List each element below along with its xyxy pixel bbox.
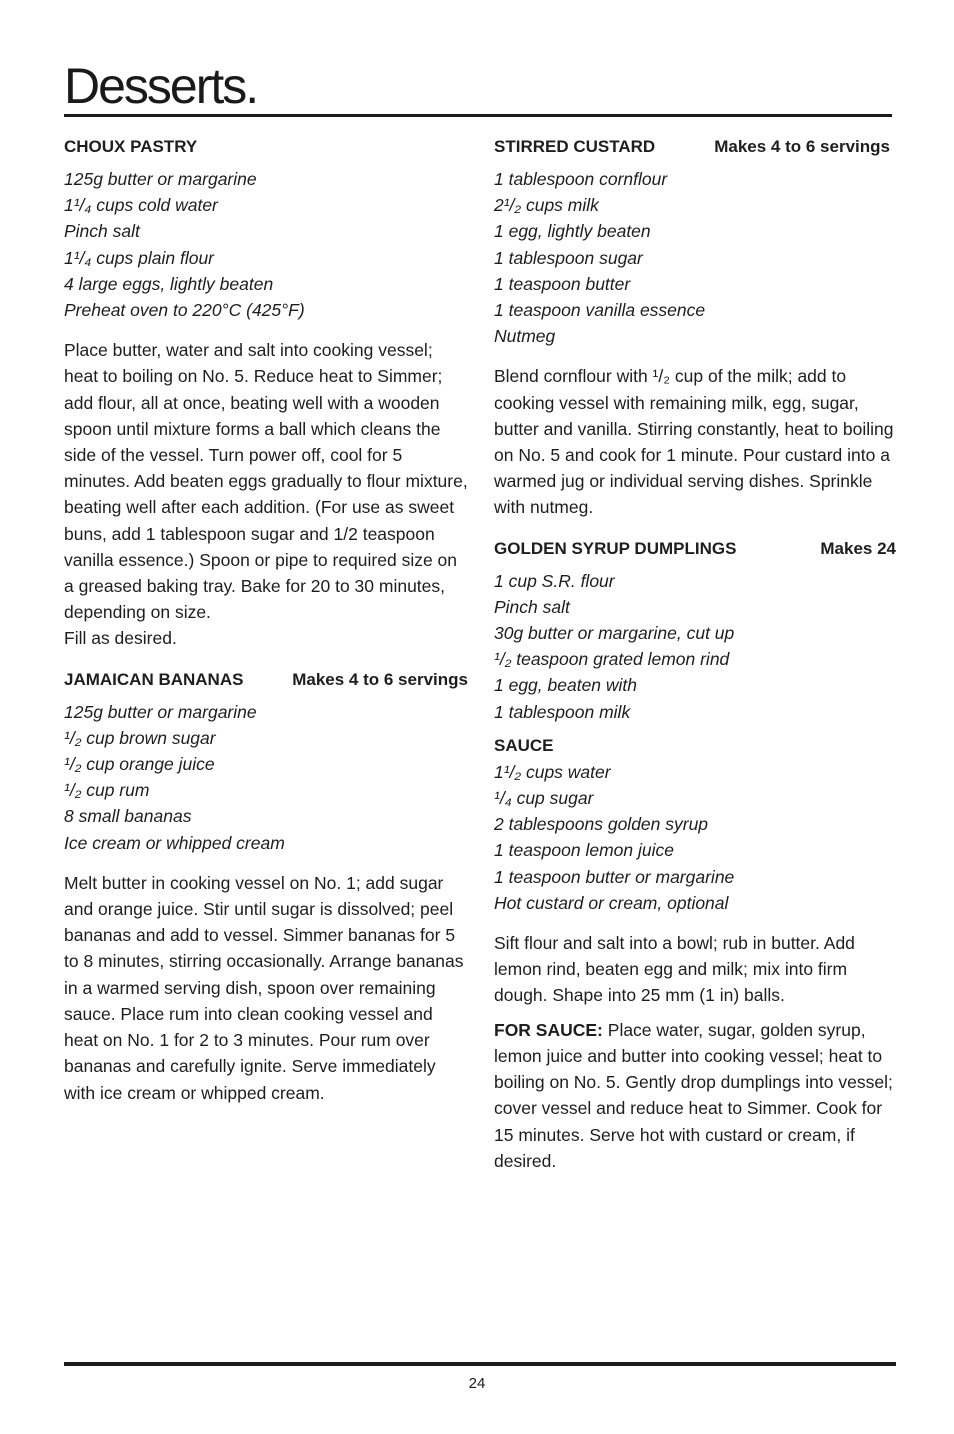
ingredient: Hot custard or cream, optional bbox=[494, 892, 729, 913]
ingredient: 1 tablespoon sugar bbox=[494, 247, 643, 268]
recipe-yield: Makes 24 bbox=[820, 538, 896, 558]
recipe-yield: Makes 4 to 6 servings bbox=[292, 669, 468, 689]
ingredient: ¹/₂ cup rum bbox=[64, 780, 150, 801]
ingredient: 1 egg, lightly beaten bbox=[494, 221, 651, 242]
ingredient: 1¹/₂ cups water bbox=[494, 761, 611, 782]
ingredient: 8 small bananas bbox=[64, 806, 192, 827]
ingredient: 30g butter or margarine, cut up bbox=[494, 623, 735, 644]
ingredient: 1 teaspoon butter or margarine bbox=[494, 866, 735, 887]
ingredient: 1 teaspoon butter bbox=[494, 273, 631, 294]
recipe-method: Sift flour and salt into a bowl; rub in butter. Add lemon rind, beaten egg and milk; mix into firm dough. Shape into 25 mm (1 in) balls. bbox=[494, 933, 855, 1006]
ingredient: ¹/₂ teaspoon grated lemon rind bbox=[494, 649, 730, 670]
ingredient: ¹/₄ cup sugar bbox=[494, 788, 594, 809]
ingredient: Pinch salt bbox=[64, 221, 140, 242]
recipe-title: JAMAICAN BANANAS bbox=[64, 669, 244, 689]
ingredient: 1 teaspoon lemon juice bbox=[494, 840, 674, 861]
method-text-end: Fill as desired. bbox=[64, 628, 177, 649]
recipe-jamaican-bananas bbox=[64, 666, 468, 1106]
ingredient: ¹/₂ cup brown sugar bbox=[64, 727, 216, 748]
recipe-heading bbox=[64, 666, 468, 694]
recipe-method bbox=[64, 337, 468, 651]
right-column bbox=[494, 133, 896, 1188]
ingredient-list bbox=[64, 166, 468, 323]
ingredient: 2 tablespoons golden syrup bbox=[494, 814, 709, 835]
recipe-title: GOLDEN SYRUP DUMPLINGS bbox=[494, 538, 737, 558]
page-title: Desserts. bbox=[64, 58, 258, 114]
ingredient: 1¹/₄ cups plain flour bbox=[64, 247, 215, 268]
ingredient: Nutmeg bbox=[494, 326, 556, 347]
sauce-method-lead: FOR SAUCE: bbox=[494, 1019, 603, 1040]
page-number: 24 bbox=[468, 1375, 486, 1392]
ingredient: 1 tablespoon cornflour bbox=[494, 169, 668, 189]
recipe-golden-syrup-dumplings bbox=[494, 535, 896, 1174]
ingredient: Pinch salt bbox=[494, 596, 570, 617]
sauce-ingredient-list bbox=[494, 759, 896, 916]
ingredient: 1¹/₄ cups cold water bbox=[64, 195, 218, 216]
ingredient: Ice cream or whipped cream bbox=[64, 832, 285, 853]
ingredient: 2¹/₂ cups milk bbox=[494, 195, 599, 216]
ingredient: 1 tablespoon milk bbox=[494, 701, 631, 722]
ingredient: Preheat oven to 220°C (425°F) bbox=[64, 300, 305, 321]
header-rule bbox=[64, 114, 892, 117]
ingredient: 125g butter or margarine bbox=[64, 169, 257, 189]
ingredient-list bbox=[494, 166, 896, 349]
sauce-method-text: Place water, sugar, golden syrup, lemon juice and butter into cooking vessel; heat to boiling on No. 5. Gently drop dumplings into vessel; cover vessel and reduce heat to Simmer. Cook for 15 minutes. Serve hot with custard or cream, if desired. bbox=[494, 1019, 893, 1171]
ingredient: 1 cup S.R. flour bbox=[494, 570, 615, 591]
ingredient: ¹/₂ cup orange juice bbox=[64, 754, 215, 775]
recipe-title: CHOUX PASTRY bbox=[64, 137, 198, 156]
footer-rule bbox=[64, 1362, 896, 1366]
recipe-heading bbox=[494, 133, 896, 161]
recipe-heading bbox=[494, 535, 896, 563]
method-text: Place butter, water and salt into cooking vessel; heat to boiling on No. 5. Reduce heat to Simmer; add flour, all at once, beating well with a wooden spoon until mixture forms a ball which cleans the side of the vessel. Turn power off, cool for 5 minutes. Add beaten eggs gradually to flour mixture, beating well after each addition. (For use as sweet buns, add 1 tablespoon sugar and 1/2 teaspoon vanilla essence.) Spoon or pipe to required size on a greased baking tray. Bake for 20 to 30 minutes, depending on size. bbox=[64, 340, 468, 623]
ingredient: 1 egg, beaten with bbox=[494, 675, 638, 696]
ingredient-list bbox=[64, 699, 468, 856]
sauce-method bbox=[494, 1017, 896, 1174]
recipe-yield: Makes 4 to 6 servings bbox=[714, 137, 890, 156]
recipe-method: Blend cornflour with ¹/₂ cup of the milk; add to cooking vessel with remaining milk, egg, sugar, butter and vanilla. Stirring constantly, heat to boiling on No. 5 and cook for 1 minute. Pour custard into a warmed jug or individual serving dishes. Sprinkle with nutmeg. bbox=[494, 366, 894, 518]
recipe-stirred-custard bbox=[494, 133, 896, 521]
left-column bbox=[64, 133, 468, 1120]
sauce-heading: SAUCE bbox=[494, 735, 554, 755]
ingredient: 125g butter or margarine bbox=[64, 701, 257, 722]
recipe-choux-pastry bbox=[64, 133, 468, 652]
ingredient: 4 large eggs, lightly beaten bbox=[64, 273, 274, 294]
ingredient-list bbox=[494, 568, 896, 725]
recipe-title: STIRRED CUSTARD bbox=[494, 137, 656, 156]
recipe-method: Melt butter in cooking vessel on No. 1; add sugar and orange juice. Stir until sugar is dissolved; peel bananas and add to vessel. Simmer bananas for 5 to 8 minutes, stirring occasionally. Arrange bananas in a warmed serving dish, spoon over remaining sauce. Place rum into clean cooking vessel and heat on No. 1 for 2 to 3 minutes. Pour rum over bananas and carefully ignite. Serve immediately with ice cream or whipped cream. bbox=[64, 872, 464, 1103]
recipe-heading bbox=[64, 133, 468, 161]
ingredient: 1 teaspoon vanilla essence bbox=[494, 300, 706, 321]
